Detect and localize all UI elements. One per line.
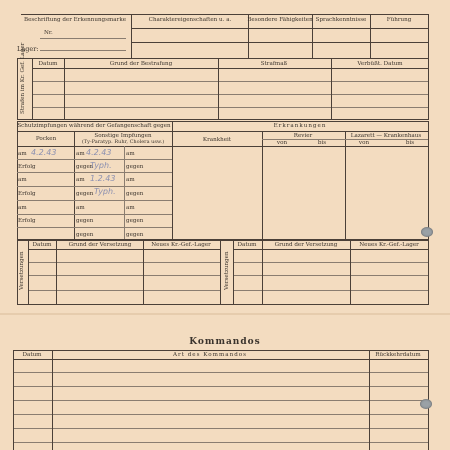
versetz-datum-header-right: Datum <box>237 242 257 248</box>
impf-gegen-label: gegen <box>126 218 144 224</box>
impf-am-label: am <box>76 205 85 211</box>
impf-am-label: am <box>18 151 27 157</box>
top-col-label-id: Beschriftung der Erkennungsmarke <box>23 17 127 23</box>
impf-erfolg-label: Erfolg <box>18 164 36 170</box>
impf-gegen-label: gegen <box>126 232 144 238</box>
impf-am-label: am <box>126 177 135 183</box>
strafen-grund-header: Grund der Bestrafung <box>109 61 173 67</box>
krank-header: Erkrankungen <box>273 123 327 129</box>
impf-am-label: am <box>126 205 135 211</box>
impf-gegen-label: gegen <box>76 164 94 170</box>
impf-am-label: am <box>76 151 85 157</box>
impf-sonstige-header: Sonstige Impfungen <box>94 133 152 139</box>
versetz-side-label-right: Versetzungen <box>224 251 230 290</box>
top-col-label-conduct: Führung <box>386 17 412 23</box>
impf-header: Schutzimpfungen während der Gefangenschaft gegen <box>17 123 171 129</box>
krank-lazarett-bis: bis <box>405 140 415 146</box>
krank-lazarett-header: Lazarett — Krankenhaus <box>350 133 422 139</box>
handwritten-pocken-date: 4.2.43 <box>31 148 57 157</box>
strafen-datum-header: Datum <box>38 61 58 67</box>
lager-label: Lager: <box>17 45 39 53</box>
strafen-verbuesst-header: Verbüßt. Datum <box>357 61 403 67</box>
impf-am-label: am <box>18 177 27 183</box>
impf-gegen-label: gegen <box>76 191 94 197</box>
impf-am-label: am <box>76 177 85 183</box>
impf-gegen-label: gegen <box>126 164 144 170</box>
strafen-strafmass-header: Strafmaß <box>260 61 288 67</box>
krank-krankheit-header: Krankheit <box>202 137 232 143</box>
impf-gegen-label: gegen <box>76 218 94 224</box>
impf-am-label: am <box>126 151 135 157</box>
strafen-side-label: Strafen im Kr. Gef. Lager <box>20 42 26 114</box>
impf-sonstige-sub: (Ty-Paratyp. Ruhr, Cholera usw.) <box>81 139 165 145</box>
kommandos-title: Kommandos <box>189 337 261 347</box>
punch-hole <box>420 399 432 409</box>
versetz-side-label-left: Versetzungen <box>19 251 25 290</box>
nr-label: Nr. <box>44 30 53 36</box>
impf-pocken-header: Pocken <box>35 136 57 142</box>
impf-am-label: am <box>18 205 27 211</box>
handwritten-impf-date-1: 4.2.43 <box>86 148 112 157</box>
impf-gegen-label: gegen <box>76 232 94 238</box>
fold-line <box>0 313 450 315</box>
krank-revier-von: von <box>276 140 288 146</box>
krank-revier-header: Revier <box>293 133 313 139</box>
versetz-neues-header-right: Neues Kr.-Gef.-Lager <box>359 242 419 248</box>
krank-lazarett-von: von <box>358 140 370 146</box>
kommandos-art-header: Art des Kommandos <box>172 352 248 358</box>
impf-gegen-label: gegen <box>126 191 144 197</box>
handwritten-impf-against-2: Typh. <box>94 187 116 196</box>
versetz-datum-header-left: Datum <box>32 242 52 248</box>
impf-erfolg-label: Erfolg <box>18 191 36 197</box>
versetz-grund-header-right: Grund der Versetzung <box>274 242 338 248</box>
kommandos-rueckkehr-header: Rückkehrdatum <box>375 352 421 358</box>
kommandos-datum-header: Datum <box>22 352 42 358</box>
versetz-grund-header-left: Grund der Versetzung <box>68 242 132 248</box>
top-col-label-languages: Sprachkenntnisse <box>315 17 367 23</box>
versetz-neues-header-left: Neues Kr.-Gef.-Lager <box>151 242 211 248</box>
krank-revier-bis: bis <box>317 140 327 146</box>
handwritten-impf-against-1: Typh. <box>90 161 112 170</box>
top-col-label-character: Charaktereigenschaften u. a. <box>148 17 232 23</box>
punch-hole <box>421 227 433 237</box>
handwritten-impf-date-2: 1.2.43 <box>90 174 116 183</box>
impf-erfolg-label: Erfolg <box>18 218 36 224</box>
top-col-label-abilities: Besondere Fähigkeiten <box>247 17 313 23</box>
